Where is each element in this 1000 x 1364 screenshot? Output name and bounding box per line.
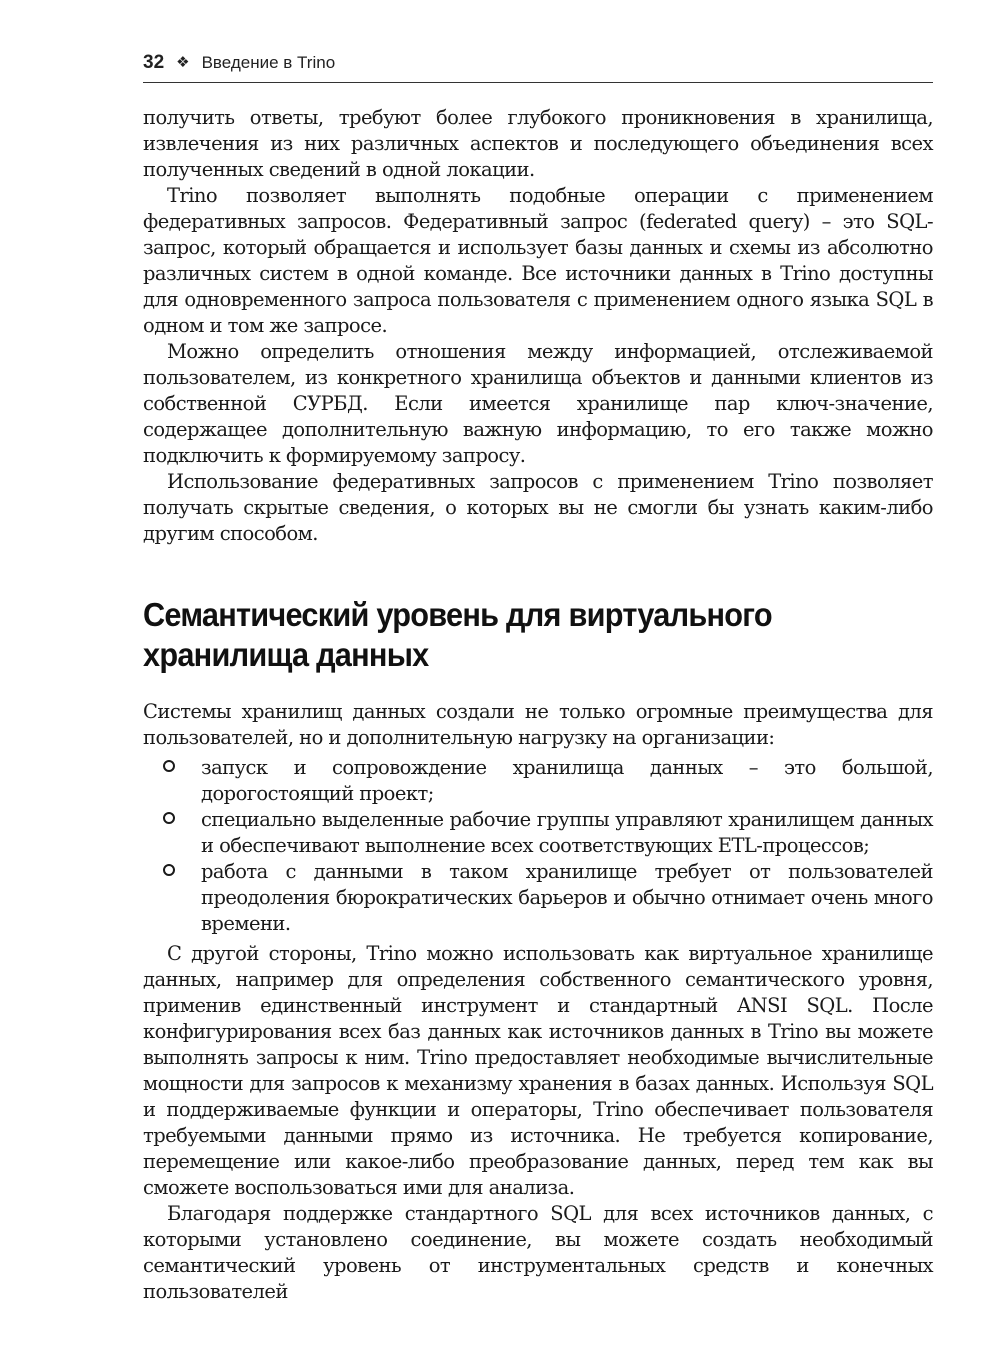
- circle-bullet-icon: [163, 812, 175, 824]
- circle-bullet-icon: [163, 864, 175, 876]
- book-page: [143, 52, 933, 1305]
- section-heading-line-2: хранилища данных: [143, 636, 429, 673]
- paragraph: Использование федеративных запросов с применением Trino позволяет получать скрытые сведения, о которых вы не смогли бы узнать каким-либо другим способом.: [143, 470, 933, 545]
- section-1-body: [143, 105, 933, 547]
- section-heading-line-1: Семантический уровень для виртуального: [143, 596, 772, 633]
- ornament-icon: ❖: [176, 54, 190, 71]
- page-number: 32: [143, 52, 165, 73]
- running-header: [143, 52, 933, 83]
- chapter-title: Введение в Trino: [201, 53, 336, 72]
- list-item: [143, 755, 933, 807]
- paragraph: Trino позволяет выполнять подобные операции с применением федеративных запросов. Федеративный запрос (federated query) – это SQL-запрос, который обращается и использует базы данных и схемы из абсолютно различных систем в одной команде. Все источники данных в Trino доступны для одновременного запроса пользователя с применением одного языка SQL в одном и том же запросе.: [143, 184, 933, 337]
- circle-bullet-icon: [163, 760, 175, 772]
- section-heading: [143, 595, 878, 675]
- list-item-text: специально выделенные рабочие группы управляют хранилищем данных и обеспечивают выполнение всех соответствующих ETL-процессов;: [201, 808, 933, 857]
- list-item: [143, 807, 933, 859]
- section-2-body: [143, 699, 933, 1305]
- bullet-list: [143, 755, 933, 937]
- paragraph: получить ответы, требуют более глубокого проникновения в хранилища, извлечения из них различных аспектов и последующего объединения всех полученных сведений в одной локации.: [143, 106, 933, 181]
- paragraph: Благодаря поддержке стандартного SQL для всех источников данных, с которыми установлено соединение, вы можете создать необходимый семантический уровень от инструментальных средств и конечных пользователей: [143, 1202, 933, 1303]
- list-item-text: запуск и сопровождение хранилища данных – это большой, дорогостоящий проект;: [201, 756, 933, 805]
- paragraph: Можно определить отношения между информацией, отслеживаемой пользователем, из конкретного хранилища объектов и данными клиентов из собственной СУРБД. Если имеется хранилище пар ключ-значение, содержащее дополнительную важную информацию, то его также можно подключить к формируемому запросу.: [143, 340, 933, 467]
- paragraph-intro: Системы хранилищ данных создали не только огромные преимущества для пользователей, но и дополнительную нагрузку на организации:: [143, 700, 933, 749]
- list-item-text: работа с данными в таком хранилище требует от пользователей преодоления бюрократических барьеров и обычно отнимает очень много времени.: [201, 860, 933, 935]
- paragraph: С другой стороны, Trino можно использовать как виртуальное хранилище данных, например для определения собственного семантического уровня, применив единственный инструмент и стандартный ANSI SQL. После конфигурирования всех баз данных как источников данных в Trino вы можете выполнять запросы к ним. Trino предоставляет необходимые вычислительные мощности для запросов к механизму хранения в базах данных. Используя SQL и поддерживаемые функции и операторы, Trino обеспечивает пользователя требуемыми данными прямо из источника. Не требуется копирование, перемещение или какое-либо преобразование данных, перед тем как вы сможете воспользоваться ими для анализа.: [143, 942, 933, 1199]
- list-item: [143, 859, 933, 937]
